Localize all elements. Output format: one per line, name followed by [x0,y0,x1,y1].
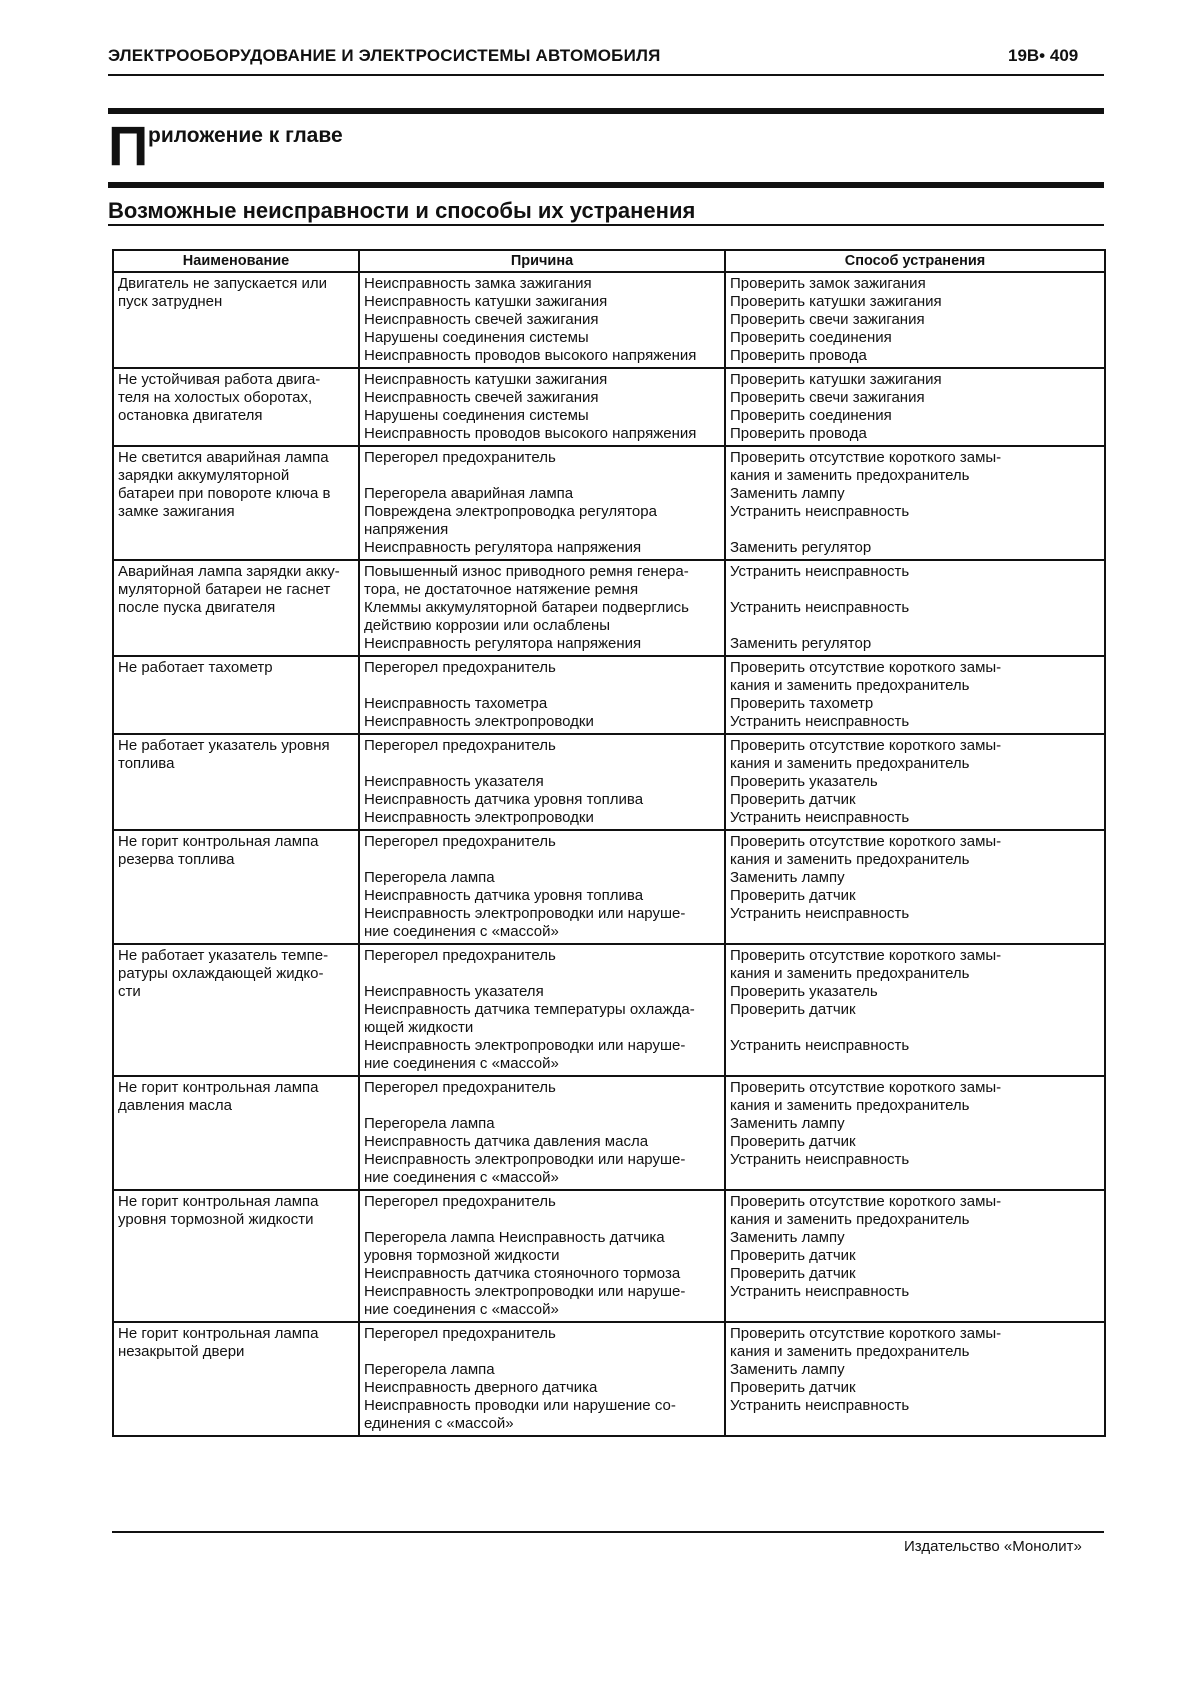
fault-name-cell: Не горит контрольная лампа давления масла [113,1076,359,1190]
fault-name-cell: Не горит контрольная лампа резерва топлива [113,830,359,944]
page-number: 19В• 409 [1008,46,1079,65]
fault-remedy-cell: Проверить катушки зажигания Проверить свечи зажигания Проверить соединения Проверить провода [725,368,1105,446]
table-row [113,560,1105,656]
section-initial-letter: П [108,114,149,177]
footer-rule [112,1531,1104,1533]
fault-cause-cell: Перегорел предохранитель Перегорела лампа Неисправность датчика давления масла Неисправность электропроводки или наруше- ние соединения с «массой» [359,1076,725,1190]
publisher-name: Издательство «Монолит» [904,1538,1082,1555]
fault-cause-cell: Повышенный износ приводного ремня генера- тора, не достаточное натяжение ремня Клеммы аккумуляторной батареи подверглись действию коррозии или ослаблены Неисправность регулятора напряжения [359,560,725,656]
table-header-row [113,250,1105,272]
table-row [113,944,1105,1076]
table-row [113,272,1105,368]
section-rule-bottom [108,182,1104,188]
fault-cause-cell: Перегорел предохранитель Перегорела лампа Неисправность датчика уровня топлива Неисправность электропроводки или наруше- ние соединения с «массой» [359,830,725,944]
fault-cause-cell: Перегорел предохранитель Перегорела аварийная лампа Повреждена электропроводка регулятора напряжения Неисправность регулятора напряжения [359,446,725,560]
table-row [113,368,1105,446]
fault-cause-cell: Перегорел предохранитель Неисправность указателя Неисправность датчика уровня топлива Неисправность электропроводки [359,734,725,830]
fault-cause-cell: Перегорел предохранитель Неисправность указателя Неисправность датчика температуры охлажда- ющей жидкости Неисправность электропроводки или наруше- ние соединения с «массой» [359,944,725,1076]
fault-name-cell: Не работает указатель уровня топлива [113,734,359,830]
fault-cause-cell: Перегорел предохранитель Перегорела лампа Неисправность дверного датчика Неисправность проводки или нарушение со- единения с «массой» [359,1322,725,1436]
section-rule-top [108,108,1104,114]
fault-remedy-cell: Проверить отсутствие короткого замы- кания и заменить предохранитель Проверить указатель Проверить датчик Устранить неисправность [725,734,1105,830]
table-row [113,1076,1105,1190]
fault-name-cell: Не горит контрольная лампа уровня тормозной жидкости [113,1190,359,1322]
fault-name-cell: Не работает тахометр [113,656,359,734]
fault-remedy-cell: Проверить отсутствие короткого замы- кания и заменить предохранитель Заменить лампу Проверить датчик Устранить неисправность [725,830,1105,944]
running-header-title: ЭЛЕКТРООБОРУДОВАНИЕ И ЭЛЕКТРОСИСТЕМЫ АВТОМОБИЛЯ [108,46,661,65]
fault-remedy-cell: Проверить отсутствие короткого замы- кания и заменить предохранитель Проверить указатель Проверить датчик Устранить неисправность [725,944,1105,1076]
fault-cause-cell: Неисправность катушки зажигания Неисправность свечей зажигания Нарушены соединения системы Неисправность проводов высокого напряжения [359,368,725,446]
subsection-rule [108,224,1104,226]
header-rule [108,74,1104,76]
table-row [113,1322,1105,1436]
fault-name-cell: Не работает указатель темпе- ратуры охлаждающей жидко- сти [113,944,359,1076]
faults-table [112,249,1106,1437]
fault-remedy-cell: Проверить отсутствие короткого замы- кания и заменить предохранитель Заменить лампу Проверить датчик Устранить неисправность [725,1076,1105,1190]
fault-remedy-cell: Проверить отсутствие короткого замы- кания и заменить предохранитель Заменить лампу Проверить датчик Проверить датчик Устранить неисправность [725,1190,1105,1322]
fault-remedy-cell: Проверить отсутствие короткого замы- кания и заменить предохранитель Заменить лампу Проверить датчик Устранить неисправность [725,1322,1105,1436]
table-row [113,1190,1105,1322]
fault-remedy-cell: Проверить замок зажигания Проверить катушки зажигания Проверить свечи зажигания Проверить соединения Проверить провода [725,272,1105,368]
table-row [113,446,1105,560]
fault-cause-cell: Перегорел предохранитель Перегорела лампа Неисправность датчика уровня тормозной жидкости Неисправность датчика стояночного тормоза Неисправность электропроводки или наруше- ние соединения с «массой» [359,1190,725,1322]
table-row [113,656,1105,734]
table-row [113,830,1105,944]
column-header-remedy: Способ устранения [725,250,1105,272]
section-title: риложение к главе [148,124,343,147]
fault-remedy-cell: Проверить отсутствие короткого замы- кания и заменить предохранитель Проверить тахометр Устранить неисправность [725,656,1105,734]
fault-name-cell: Не устойчивая работа двига- теля на холостых оборотах, остановка двигателя [113,368,359,446]
fault-name-cell: Не горит контрольная лампа незакрытой двери [113,1322,359,1436]
fault-name-cell: Аварийная лампа зарядки акку- муляторной батареи не гаснет после пуска двигателя [113,560,359,656]
fault-remedy-cell: Устранить неисправность Устранить неисправность Заменить регулятор [725,560,1105,656]
fault-remedy-cell: Проверить отсутствие короткого замы- кания и заменить предохранитель Заменить лампу Устранить неисправность Заменить регулятор [725,446,1105,560]
fault-cause-cell: Неисправность замка зажигания Неисправность катушки зажигания Неисправность свечей зажигания Нарушены соединения системы Неисправность проводов высокого напряжения [359,272,725,368]
fault-name-cell: Двигатель не запускается или пуск затруднен [113,272,359,368]
column-header-cause: Причина [359,250,725,272]
column-header-name: Наименование [113,250,359,272]
fault-cause-cell: Перегорел предохранитель Неисправность тахометра Неисправность электропроводки [359,656,725,734]
subsection-title: Возможные неисправности и способы их устранения [108,198,696,223]
faults-table-body [113,272,1105,1436]
table-row [113,734,1105,830]
fault-name-cell: Не светится аварийная лампа зарядки аккумуляторной батареи при повороте ключа в замке зажигания [113,446,359,560]
